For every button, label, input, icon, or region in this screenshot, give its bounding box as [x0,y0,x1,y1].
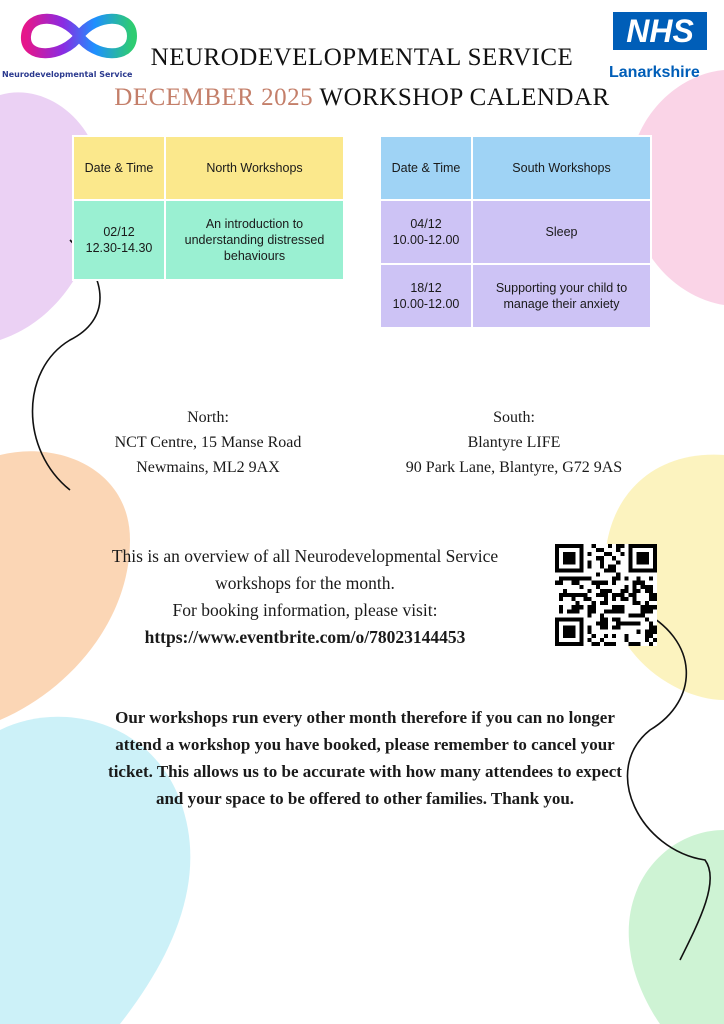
north-row-title: An introduction to understanding distressed behaviours [165,200,344,280]
overview-line1: This is an overview of all Neurodevelopmental Service [111,546,499,566]
notice-line4: and your space to be offered to other families. Thank you. [155,789,575,808]
south-row-1-time: 10.00-12.00 [392,233,460,247]
south-row-2-title: Supporting your child to manage their anxiety [472,264,651,328]
subtitle-accent: DECEMBER 2025 [114,84,314,111]
south-location-label: South: [493,409,535,426]
south-row-2-day: 18/12 [410,280,442,295]
notice-line1: Our workshops run every other month therefore if you can no longer [115,708,615,727]
south-location [384,405,644,480]
nhs-region: Lanarkshire [609,64,700,81]
south-location-line1: Blantyre LIFE [467,434,561,451]
south-header-date: Date & Time [380,136,472,200]
notice-line2: attend a workshop you have booked, please remember to cancel your [115,735,615,754]
south-row-2-date [380,264,472,328]
overview-line2: workshops for the month. [215,573,395,593]
cancellation-notice [60,704,670,812]
south-header-title: South Workshops [472,136,651,200]
qr-code-icon[interactable] [555,544,657,646]
nhs-logo: NHS [613,12,707,50]
south-row-1-date [380,200,472,264]
north-workshops-table [72,135,345,281]
north-row-date-time: 12.30-14.30 [85,241,153,255]
north-row-date-day: 02/12 [103,224,135,239]
north-location [88,405,328,480]
logo-text: Neurodevelopmental Service [2,70,133,79]
north-location-label: North: [187,409,229,426]
page-title: NEURODEVELOPMENTAL SERVICE [150,44,574,71]
page-subtitle [0,84,724,112]
north-location-line1: NCT Centre, 15 Manse Road [114,434,302,451]
south-location-line2: 90 Park Lane, Blantyre, G72 9AS [405,459,623,476]
notice-line3: ticket. This allows us to be accurate with how many attendees to expect [108,762,622,781]
overview-text [60,543,550,651]
south-row-1-day: 04/12 [410,216,442,231]
subtitle-rest: WORKSHOP CALENDAR [319,84,610,111]
north-row-date [73,200,165,280]
south-row-2-time: 10.00-12.00 [392,297,460,311]
north-header-date: Date & Time [73,136,165,200]
blob-green-right [629,830,724,1024]
north-header-title: North Workshops [165,136,344,200]
north-location-line2: Newmains, ML2 9AX [136,459,280,476]
overview-line3: For booking information, please visit: [172,600,438,620]
south-workshops-table [379,135,652,329]
south-row-1-title: Sleep [472,200,651,264]
booking-link[interactable]: https://www.eventbrite.com/o/78023144453 [144,627,466,647]
